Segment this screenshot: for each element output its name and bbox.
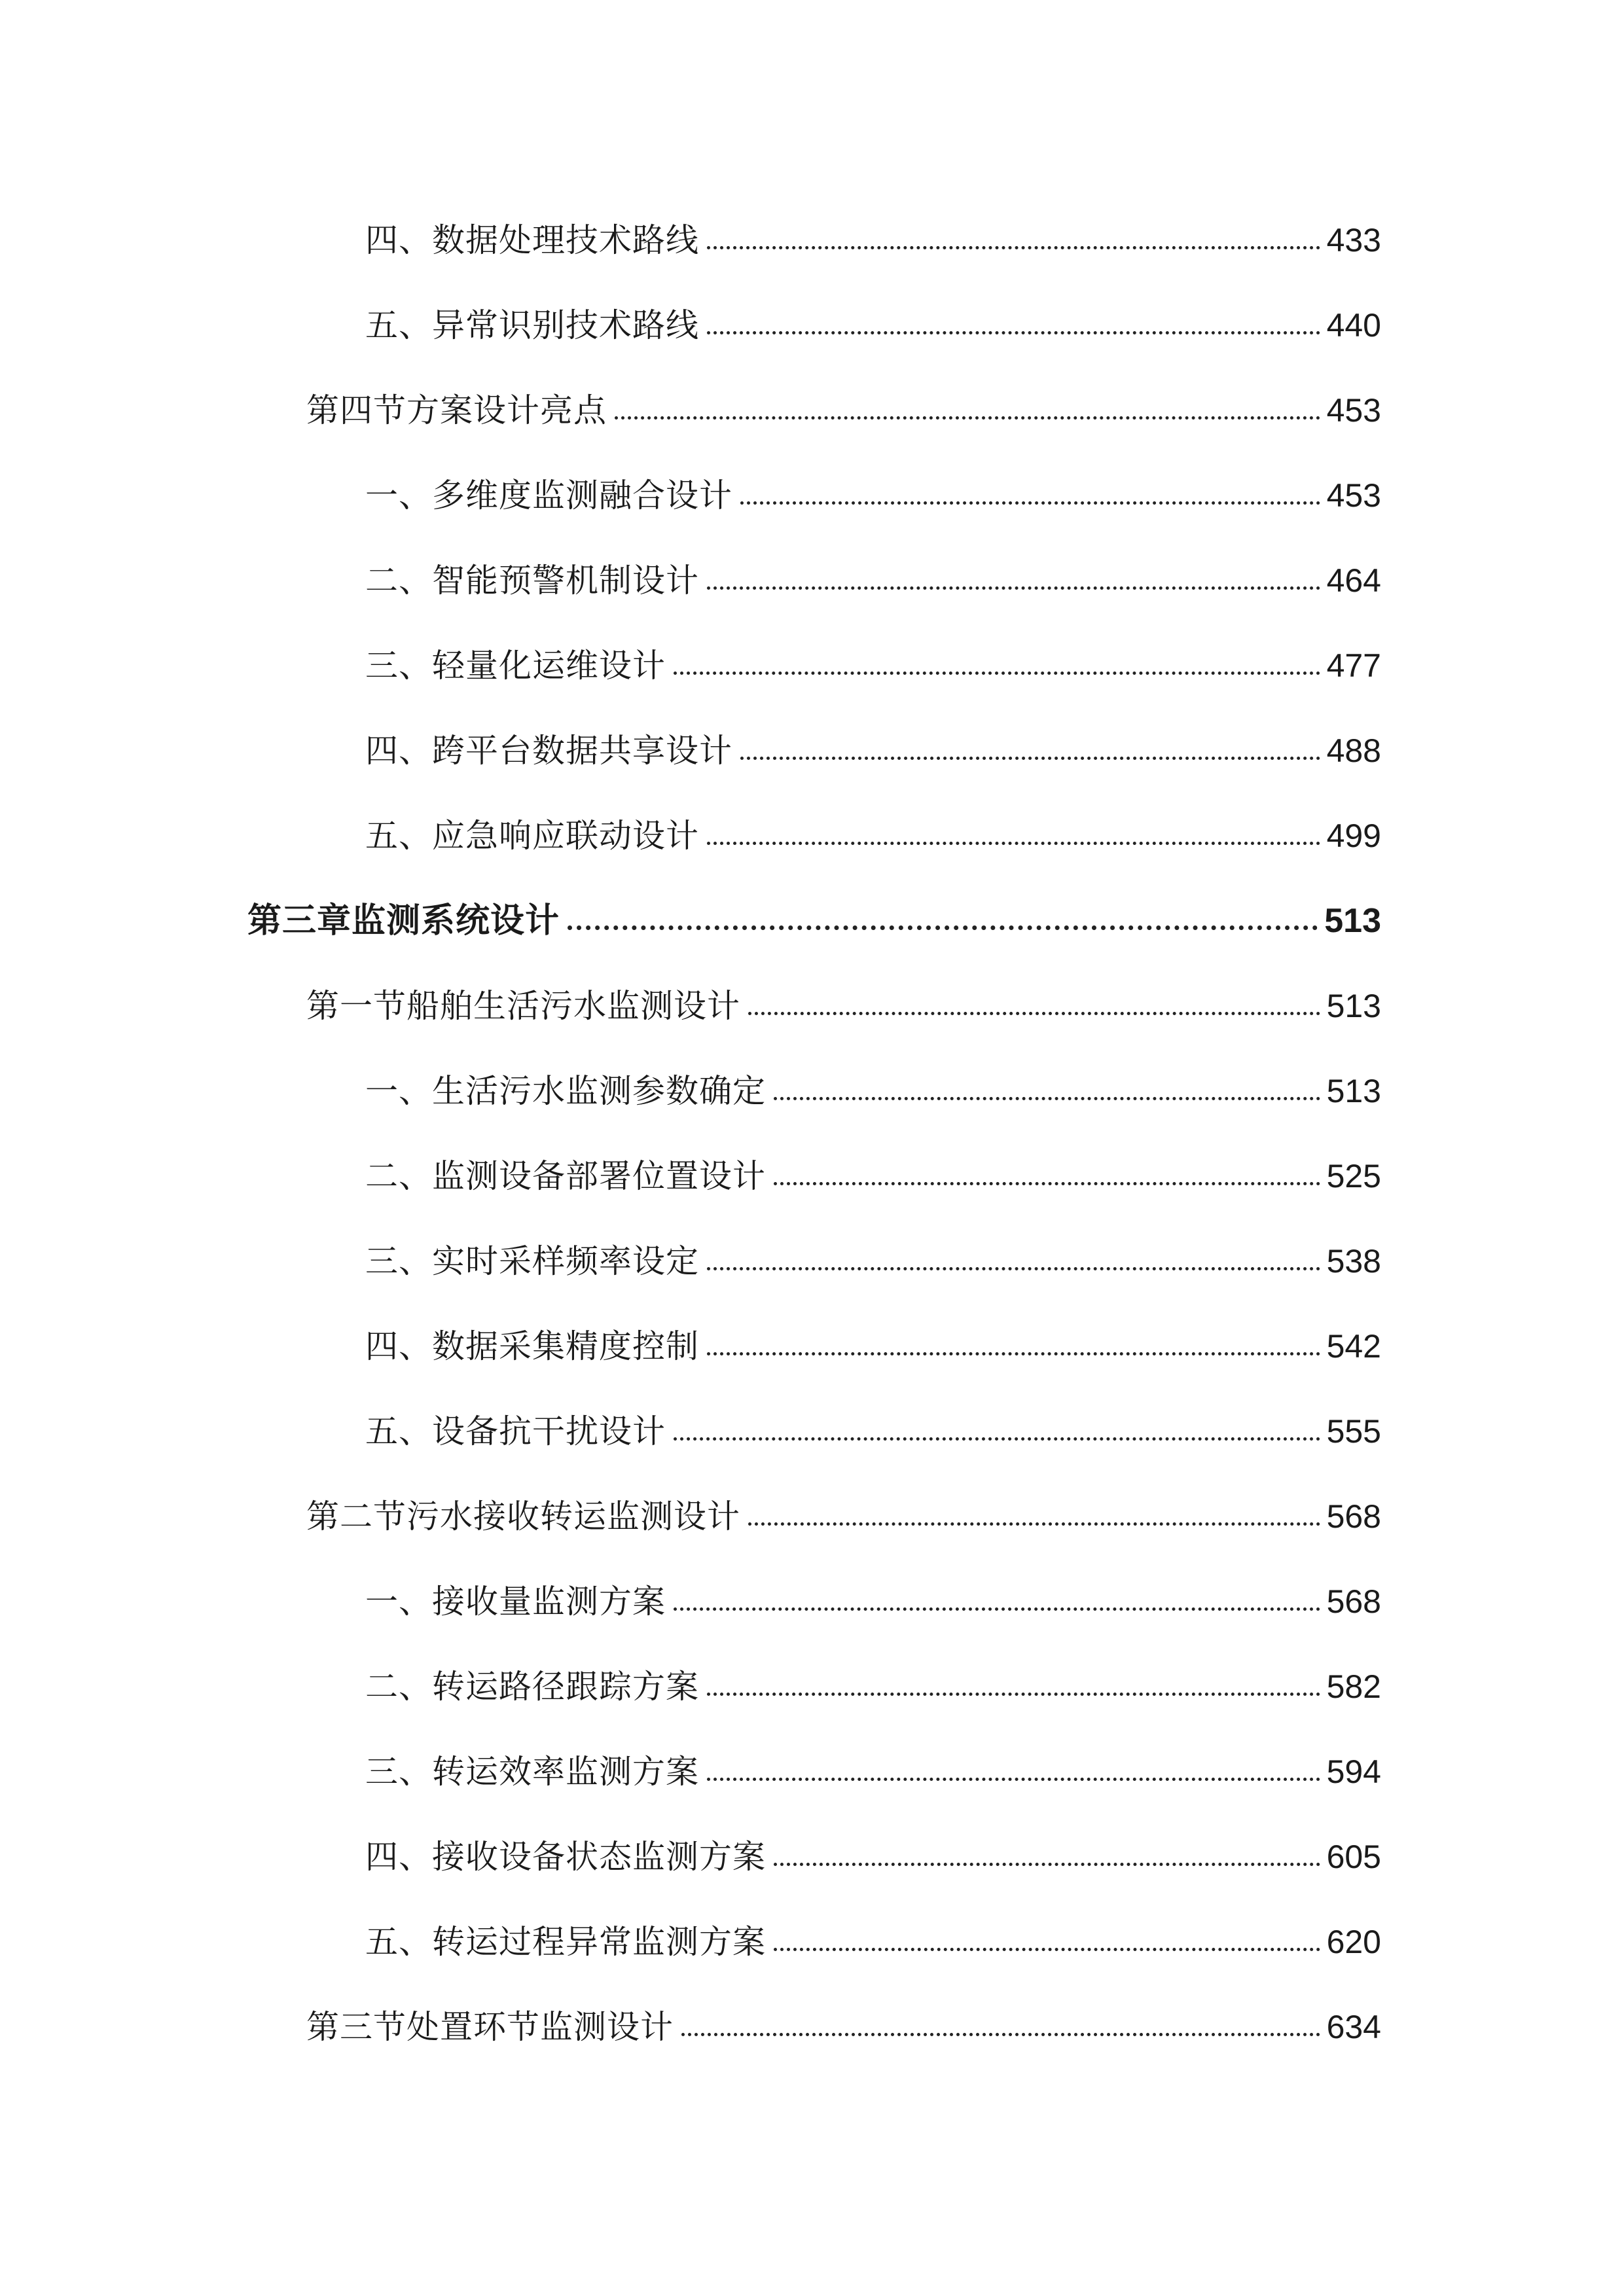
toc-entry-title: 五、异常识别技术路线 [365, 306, 699, 344]
dot-leader [674, 1607, 1320, 1611]
dot-leader [740, 757, 1320, 760]
toc-entry-title: 第三节处置环节监测设计 [306, 2008, 674, 2046]
toc-entry-title: 第一节船舶生活污水监测设计 [306, 987, 740, 1025]
toc-entry-page: 634 [1326, 2009, 1381, 2045]
toc-chapter-entry[interactable] [247, 895, 1381, 947]
toc-entry-page: 542 [1326, 1328, 1381, 1365]
dot-leader [774, 1097, 1320, 1100]
toc-entry[interactable] [365, 299, 1381, 351]
toc-entry-title: 一、多维度监测融合设计 [365, 476, 732, 514]
dot-leader [707, 1693, 1320, 1696]
dot-leader [748, 1522, 1320, 1526]
toc-entry-page: 464 [1326, 562, 1381, 599]
toc-entry-title: 五、应急响应联动设计 [365, 817, 699, 855]
toc-section-entry[interactable] [306, 384, 1381, 437]
toc-entry-title: 五、转运过程异常监测方案 [365, 1923, 766, 1961]
toc-entry[interactable] [365, 1660, 1381, 1713]
toc-entry-page: 513 [1326, 1073, 1381, 1109]
toc-entry[interactable] [365, 810, 1381, 862]
toc-entry-title: 第二节污水接收转运监测设计 [306, 1498, 740, 1535]
toc-entry-page: 513 [1324, 902, 1381, 940]
dot-leader [774, 1948, 1320, 1951]
toc-entry-title: 四、数据处理技术路线 [365, 221, 699, 259]
dot-leader [707, 331, 1320, 334]
dot-leader [568, 925, 1318, 930]
toc-entry[interactable] [365, 1235, 1381, 1287]
toc-entry-title: 一、接收量监测方案 [365, 1583, 666, 1621]
toc-section-entry[interactable] [306, 1490, 1381, 1543]
dot-leader [707, 246, 1320, 249]
toc-entry-page: 477 [1326, 647, 1381, 684]
toc-entry-page: 488 [1326, 732, 1381, 769]
toc-entry-page: 568 [1326, 1583, 1381, 1620]
toc-entry-page: 499 [1326, 817, 1381, 854]
toc-entry[interactable] [365, 1065, 1381, 1117]
toc-entry[interactable] [365, 1150, 1381, 1202]
dot-leader [707, 586, 1320, 590]
toc-entry-page: 582 [1326, 1668, 1381, 1705]
toc-entry-title: 二、智能预警机制设计 [365, 562, 699, 600]
toc-entry-title: 四、跨平台数据共享设计 [365, 732, 732, 770]
toc-entry[interactable] [365, 1831, 1381, 1883]
toc-entry-title: 二、监测设备部署位置设计 [365, 1157, 766, 1195]
toc-entry[interactable] [365, 1405, 1381, 1458]
toc-entry-title: 三、轻量化运维设计 [365, 647, 666, 685]
dot-leader [707, 1778, 1320, 1781]
toc-entry-page: 525 [1326, 1158, 1381, 1194]
toc-entry[interactable] [365, 725, 1381, 777]
toc-entry[interactable] [365, 639, 1381, 692]
dot-leader [707, 1352, 1320, 1355]
toc-entry-page: 513 [1326, 988, 1381, 1024]
toc-entry-title: 三、转运效率监测方案 [365, 1753, 699, 1791]
dot-leader [774, 1863, 1320, 1866]
toc-entry-title: 四、接收设备状态监测方案 [365, 1838, 766, 1876]
dot-leader [681, 2033, 1320, 2036]
dot-leader [674, 672, 1320, 675]
toc-entry[interactable] [365, 554, 1381, 607]
toc-entry-page: 568 [1326, 1498, 1381, 1535]
toc-entry-page: 453 [1326, 477, 1381, 514]
toc-entry[interactable] [365, 214, 1381, 266]
toc-entry-title: 第四节方案设计亮点 [306, 391, 607, 429]
toc-entry[interactable] [365, 1746, 1381, 1798]
toc-entry-page: 538 [1326, 1243, 1381, 1280]
toc-entry[interactable] [365, 1320, 1381, 1372]
toc-section-entry[interactable] [306, 980, 1381, 1032]
toc-entry-title: 五、设备抗干扰设计 [365, 1412, 666, 1450]
dot-leader [674, 1437, 1320, 1441]
toc-entry[interactable] [365, 1575, 1381, 1628]
dot-leader [707, 842, 1320, 845]
toc-entry-page: 555 [1326, 1413, 1381, 1450]
toc-entry[interactable] [365, 469, 1381, 522]
toc-entry-title: 四、数据采集精度控制 [365, 1327, 699, 1365]
toc-entry-title: 三、实时采样频率设定 [365, 1242, 699, 1280]
toc-entry-title: 二、转运路径跟踪方案 [365, 1668, 699, 1706]
dot-leader [740, 501, 1320, 505]
toc-entry[interactable] [365, 1916, 1381, 1968]
dot-leader [615, 416, 1320, 420]
toc-entry-page: 440 [1326, 307, 1381, 344]
toc-entry-title: 一、生活污水监测参数确定 [365, 1072, 766, 1110]
toc-entry-page: 433 [1326, 222, 1381, 259]
toc-entry-page: 620 [1326, 1924, 1381, 1960]
toc-entry-page: 453 [1326, 392, 1381, 429]
toc-entry-title: 第三章监测系统设计 [247, 901, 560, 941]
dot-leader [707, 1267, 1320, 1270]
dot-leader [774, 1182, 1320, 1185]
toc-entry-page: 605 [1326, 1839, 1381, 1875]
toc-section-entry[interactable] [306, 2001, 1381, 2053]
toc-entry-page: 594 [1326, 1753, 1381, 1790]
dot-leader [748, 1012, 1320, 1015]
